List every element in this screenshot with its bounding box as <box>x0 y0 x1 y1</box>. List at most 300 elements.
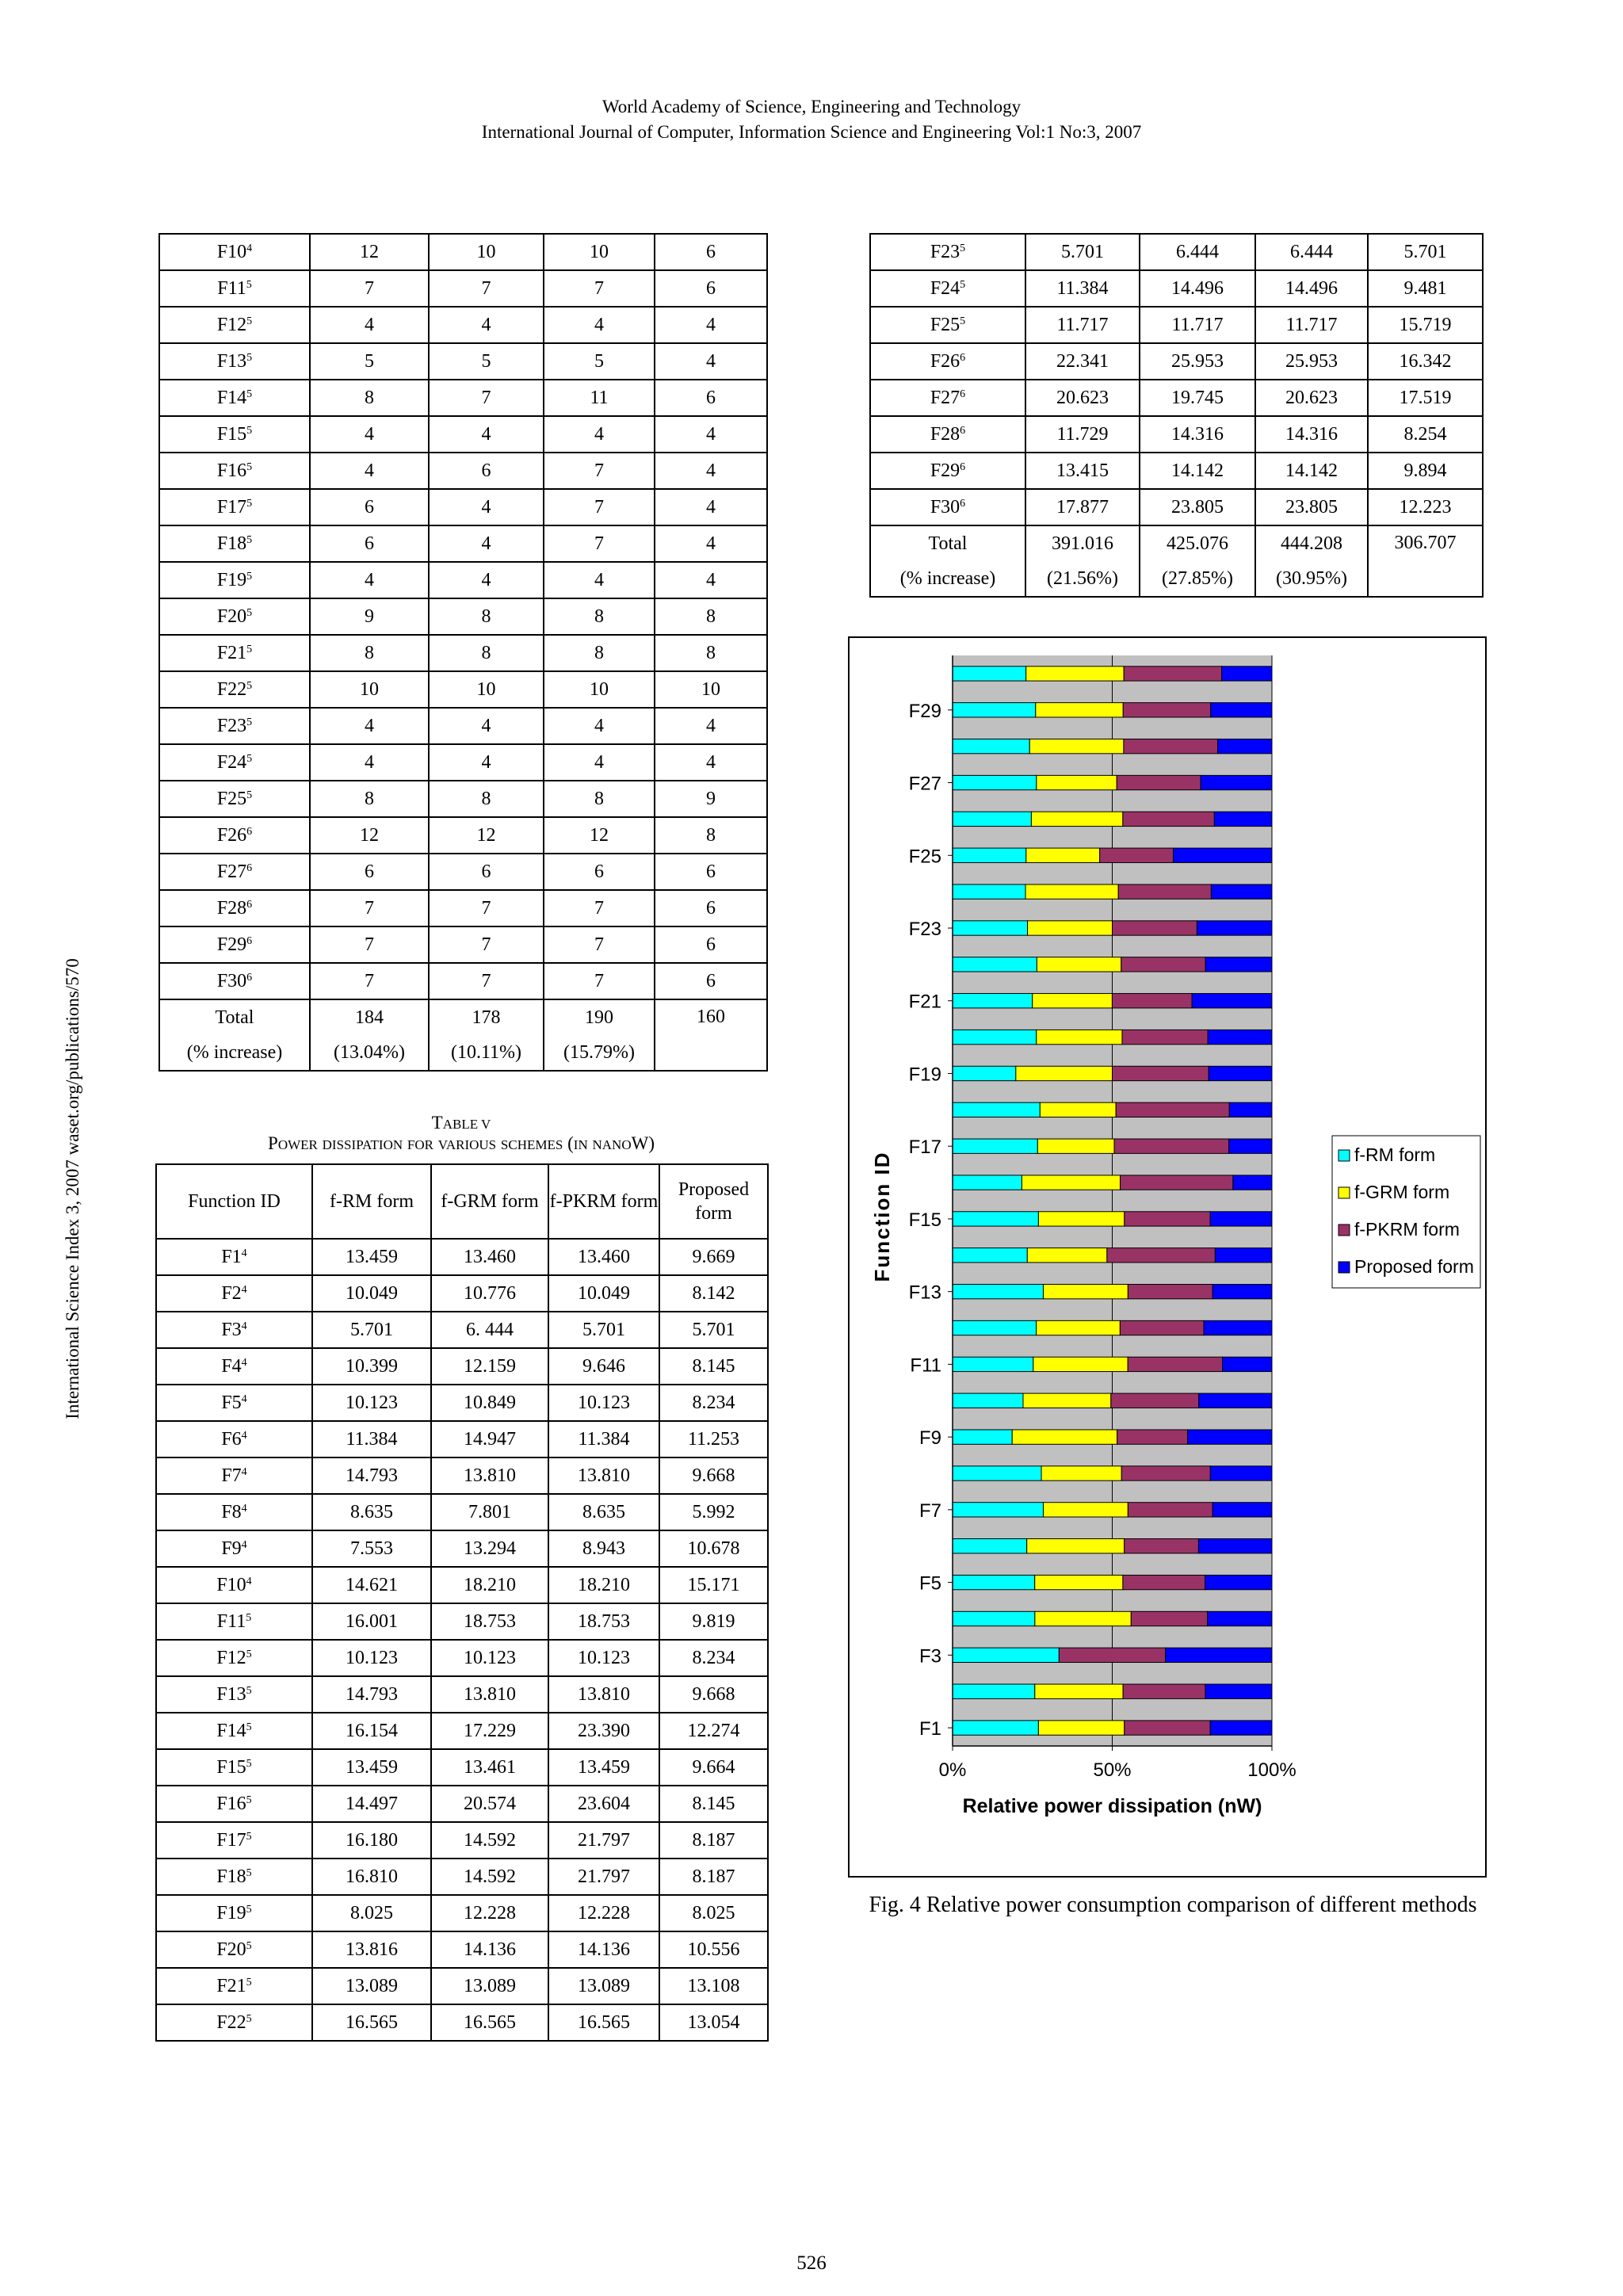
total-value: 178 <box>429 999 544 1035</box>
value-cell: 5.701 <box>1025 234 1140 270</box>
table-row <box>159 963 767 999</box>
function-id-cell: $F10^4$ <box>159 234 310 270</box>
bar-segment <box>1022 1175 1120 1190</box>
table-row <box>159 708 767 744</box>
table-row <box>156 1822 768 1859</box>
bar-segment <box>1215 1248 1272 1263</box>
table-row <box>156 1931 768 1968</box>
increase-value: (15.79%) <box>544 1035 655 1071</box>
value-cell: 10.049 <box>312 1275 431 1312</box>
superscript: 4 <box>241 1320 247 1332</box>
bar-segment <box>1116 1102 1229 1117</box>
value-cell: 7 <box>429 926 544 963</box>
function-id-cell: $F2^4$ <box>156 1275 312 1312</box>
value-cell: 4 <box>544 744 655 781</box>
value-cell: 4 <box>429 307 544 343</box>
function-id-cell: $F30^6$ <box>159 963 310 999</box>
bar-segment <box>1125 1539 1199 1553</box>
bar-segment <box>1112 994 1192 1008</box>
y-tick-label: F11 <box>910 1354 941 1377</box>
value-cell: 10.123 <box>431 1640 548 1676</box>
table-row <box>159 854 767 890</box>
value-cell: 9.664 <box>659 1749 768 1786</box>
y-tick-label: F19 <box>908 1064 941 1086</box>
value-cell: 14.316 <box>1140 416 1255 453</box>
table-row <box>156 1749 768 1786</box>
y-tick-label: F25 <box>908 846 941 868</box>
value-cell: 8 <box>544 598 655 635</box>
bar-segment <box>1128 1357 1222 1371</box>
superscript: 5 <box>246 351 253 364</box>
value-cell: 8.635 <box>312 1494 431 1530</box>
table-power-continued <box>869 233 1484 598</box>
bar-segment <box>953 994 1033 1008</box>
bar-segment <box>1041 1466 1121 1480</box>
value-cell: 17.877 <box>1025 489 1140 525</box>
value-cell: 7 <box>429 270 544 307</box>
value-cell: 9.819 <box>659 1603 768 1640</box>
table-row <box>159 234 767 270</box>
superscript: 6 <box>246 971 253 984</box>
value-cell: 6 <box>655 890 767 926</box>
value-cell: 12 <box>429 817 544 854</box>
value-cell: 13.089 <box>312 1968 431 2004</box>
superscript: 5 <box>246 1866 252 1879</box>
column-header: f-PKRM form <box>548 1164 659 1239</box>
x-tick-label: 50% <box>1093 1759 1132 1781</box>
superscript: 5 <box>246 679 253 692</box>
value-cell: 7.801 <box>431 1494 548 1530</box>
function-id-cell: $F19^5$ <box>156 1895 312 1931</box>
value-cell: 6 <box>429 453 544 489</box>
value-cell: 4 <box>310 708 429 744</box>
bar-segment <box>1012 1430 1117 1444</box>
value-cell: 17.519 <box>1368 380 1483 416</box>
table-row <box>159 635 767 671</box>
bar-segment <box>1059 1648 1165 1662</box>
function-id-cell: $F16^5$ <box>159 453 310 489</box>
table-row <box>159 926 767 963</box>
superscript: 5 <box>246 643 253 655</box>
function-id-cell: $F12^5$ <box>156 1640 312 1676</box>
column-header: Proposed form <box>659 1164 768 1239</box>
table-row <box>870 307 1483 343</box>
value-cell: 20.623 <box>1255 380 1368 416</box>
value-cell: 7 <box>544 453 655 489</box>
value-cell: 8.943 <box>548 1530 659 1567</box>
value-cell: 13.294 <box>431 1530 548 1567</box>
bar-segment <box>953 1393 1023 1408</box>
bar-segment <box>953 1066 1016 1080</box>
value-cell: 6 <box>655 270 767 307</box>
value-cell: 10.123 <box>312 1640 431 1676</box>
total-value: 391.016 <box>1025 525 1140 561</box>
value-cell: 11.253 <box>659 1421 768 1457</box>
value-cell: 17.229 <box>431 1713 548 1749</box>
superscript: 4 <box>241 1502 247 1515</box>
value-cell: 4 <box>429 489 544 525</box>
bar-segment <box>1229 1139 1272 1153</box>
superscript: 5 <box>246 388 253 400</box>
value-cell: 6 <box>310 854 429 890</box>
superscript: 5 <box>246 606 253 619</box>
value-cell: 9 <box>310 598 429 635</box>
value-cell: 15.171 <box>659 1567 768 1603</box>
value-cell: 13.460 <box>548 1239 659 1275</box>
superscript: 5 <box>960 242 966 254</box>
value-cell: 13.810 <box>548 1457 659 1494</box>
function-id-cell: $F17^5$ <box>159 489 310 525</box>
legend-swatch <box>1338 1187 1350 1198</box>
bar-segment <box>1117 1430 1188 1444</box>
value-cell: 4 <box>655 562 767 598</box>
bar-segment <box>1212 1503 1272 1517</box>
superscript: 5 <box>246 1794 252 1806</box>
superscript: 4 <box>241 1356 247 1369</box>
bar-segment <box>953 1539 1027 1553</box>
value-cell: 23.805 <box>1255 489 1368 525</box>
value-cell: 10 <box>544 671 655 708</box>
bar-segment <box>953 1320 1037 1335</box>
value-cell: 5 <box>544 343 655 380</box>
table-row <box>159 525 767 562</box>
value-cell: 6 <box>310 489 429 525</box>
bar-segment <box>1035 1575 1123 1589</box>
value-cell: 6 <box>655 963 767 999</box>
relative-power-chart <box>850 638 1485 1876</box>
function-id-cell: $F25^5$ <box>870 307 1025 343</box>
bar-segment <box>1118 884 1211 899</box>
function-id-cell: $F23^5$ <box>159 708 310 744</box>
page-number: 526 <box>796 2252 827 2274</box>
table-row <box>159 890 767 926</box>
value-cell: 9.669 <box>659 1239 768 1275</box>
bar-segment <box>1037 775 1117 789</box>
bar-segment <box>1208 1611 1272 1626</box>
function-id-cell: $F29^6$ <box>159 926 310 963</box>
y-tick-label: F13 <box>908 1282 941 1304</box>
increase-value: (30.95%) <box>1255 561 1368 597</box>
value-cell: 25.953 <box>1140 343 1255 380</box>
legend-swatch <box>1338 1150 1350 1161</box>
table-row <box>159 489 767 525</box>
value-cell: 4 <box>310 562 429 598</box>
superscript: 5 <box>246 1611 252 1624</box>
value-cell: 8.234 <box>659 1640 768 1676</box>
value-cell: 5.701 <box>548 1312 659 1348</box>
value-cell: 8 <box>655 635 767 671</box>
value-cell: 6 <box>655 926 767 963</box>
superscript: 5 <box>960 315 966 327</box>
table-row <box>159 380 767 416</box>
value-cell: 7.553 <box>312 1530 431 1567</box>
value-cell: 12.228 <box>431 1895 548 1931</box>
table-row <box>159 343 767 380</box>
bar-segment <box>1166 1648 1272 1662</box>
bar-segment <box>953 703 1036 717</box>
table-row <box>156 1603 768 1640</box>
superscript: 4 <box>246 242 253 254</box>
value-cell: 14.136 <box>548 1931 659 1968</box>
table-row <box>870 343 1483 380</box>
bar-segment <box>953 1102 1040 1117</box>
bar-segment <box>953 1175 1022 1190</box>
function-id-cell: $F28^6$ <box>870 416 1025 453</box>
value-cell: 13.459 <box>312 1239 431 1275</box>
value-cell: 7 <box>310 963 429 999</box>
value-cell: 20.623 <box>1025 380 1140 416</box>
bar-segment <box>1026 848 1100 862</box>
bar-segment <box>1043 1503 1128 1517</box>
total-label: Total <box>159 999 310 1035</box>
table-row <box>870 380 1483 416</box>
bar-segment <box>1027 1539 1125 1553</box>
value-cell: 4 <box>655 744 767 781</box>
value-cell: 7 <box>544 270 655 307</box>
bar-segment <box>1114 1139 1229 1153</box>
bar-segment <box>953 1139 1037 1153</box>
value-cell: 4 <box>655 416 767 453</box>
value-cell: 25.953 <box>1255 343 1368 380</box>
value-cell: 4 <box>655 489 767 525</box>
value-cell: 9.668 <box>659 1676 768 1713</box>
function-id-cell: $F14^5$ <box>159 380 310 416</box>
value-cell: 13.089 <box>431 1968 548 2004</box>
value-cell: 7 <box>429 963 544 999</box>
value-cell: 13.415 <box>1025 453 1140 489</box>
y-tick-label: F3 <box>918 1645 941 1668</box>
value-cell: 23.390 <box>548 1713 659 1749</box>
value-cell: 8 <box>655 598 767 635</box>
bar-segment <box>1131 1611 1207 1626</box>
bar-segment <box>1123 1575 1205 1589</box>
total-value: 444.208 <box>1255 525 1368 561</box>
value-cell: 4 <box>655 453 767 489</box>
bar-segment <box>1121 1175 1233 1190</box>
function-id-cell: $F20^5$ <box>159 598 310 635</box>
value-cell: 14.136 <box>431 1931 548 1968</box>
journal-volume: International Journal of Computer, Information Science and Engineering Vol:1 No:3, 2007 <box>481 122 1142 142</box>
value-cell: 12.223 <box>1368 489 1483 525</box>
table-row <box>156 1713 768 1749</box>
table-gate-count-continued <box>158 233 768 1072</box>
function-id-cell: $F27^6$ <box>159 854 310 890</box>
table-row <box>156 1530 768 1567</box>
y-axis-title: Function ID <box>870 1151 894 1282</box>
value-cell: 8 <box>429 598 544 635</box>
value-cell: 13.460 <box>431 1239 548 1275</box>
bar-segment <box>1222 667 1272 681</box>
value-cell: 10.123 <box>548 1640 659 1676</box>
value-cell: 8.187 <box>659 1822 768 1859</box>
value-cell: 13.461 <box>431 1749 548 1786</box>
value-cell: 6 <box>544 854 655 890</box>
bar-segment <box>953 1212 1038 1226</box>
value-cell: 14.142 <box>1140 453 1255 489</box>
value-cell: 4 <box>544 416 655 453</box>
superscript: 5 <box>246 1757 252 1770</box>
value-cell: 4 <box>429 744 544 781</box>
value-cell: 20.574 <box>431 1786 548 1822</box>
value-cell: 14.497 <box>312 1786 431 1822</box>
bar-segment <box>1033 994 1113 1008</box>
function-id-cell: $F25^5$ <box>159 781 310 817</box>
bar-segment <box>1028 921 1113 935</box>
bar-segment <box>1122 1030 1208 1044</box>
journal-name: World Academy of Science, Engineering and Technology <box>601 97 1022 117</box>
value-cell: 11.717 <box>1025 307 1140 343</box>
superscript: 4 <box>241 1283 247 1296</box>
bar-segment <box>1035 1684 1123 1698</box>
value-cell: 10.123 <box>548 1385 659 1421</box>
superscript: 4 <box>241 1247 247 1259</box>
table-row <box>156 1385 768 1421</box>
value-cell: 13.054 <box>659 2004 768 2041</box>
bar-segment <box>1029 739 1124 753</box>
total-label: Total <box>870 525 1025 561</box>
value-cell: 4 <box>310 307 429 343</box>
bar-segment <box>1031 812 1122 826</box>
value-cell: 7 <box>544 890 655 926</box>
bar-segment <box>953 1466 1041 1480</box>
function-id-cell: $F18^5$ <box>159 525 310 562</box>
superscript: 6 <box>246 934 253 947</box>
table-v <box>155 1163 769 2042</box>
function-id-cell: $F21^5$ <box>159 635 310 671</box>
superscript: 6 <box>246 825 253 838</box>
x-axis-title: Relative power dissipation (nW) <box>962 1795 1262 1817</box>
x-tick-label: 100% <box>1247 1759 1296 1781</box>
value-cell: 10.123 <box>312 1385 431 1421</box>
value-cell: 8 <box>655 817 767 854</box>
function-id-cell: $F1^4$ <box>156 1239 312 1275</box>
increase-label: (% increase) <box>870 561 1025 597</box>
table-row <box>156 1640 768 1676</box>
value-cell: 13.108 <box>659 1968 768 2004</box>
value-cell: 8 <box>544 781 655 817</box>
value-cell: 10.399 <box>312 1348 431 1385</box>
bar-segment <box>953 812 1031 826</box>
y-tick-label: F1 <box>918 1718 941 1740</box>
function-id-cell: $F12^5$ <box>159 307 310 343</box>
total-value: 425.076 <box>1140 525 1255 561</box>
value-cell: 16.810 <box>312 1859 431 1895</box>
bar-segment <box>1123 812 1214 826</box>
value-cell: 4 <box>544 562 655 598</box>
value-cell: 12.274 <box>659 1713 768 1749</box>
value-cell: 11 <box>544 380 655 416</box>
bar-segment <box>1121 1466 1210 1480</box>
value-cell: 13.459 <box>548 1749 659 1786</box>
value-cell: 5.701 <box>312 1312 431 1348</box>
value-cell: 8 <box>310 635 429 671</box>
value-cell: 6 <box>310 525 429 562</box>
bar-segment <box>1117 775 1201 789</box>
superscript: 5 <box>246 1939 252 1952</box>
table-v-title-text: ABLE V <box>442 1117 491 1132</box>
x-tick-label: 0% <box>938 1759 967 1781</box>
bar-segment <box>1037 957 1121 972</box>
table-row <box>156 1421 768 1457</box>
table-row <box>156 1786 768 1822</box>
value-cell: 16.342 <box>1368 343 1483 380</box>
bar-segment <box>1113 921 1197 935</box>
value-cell: 12 <box>310 817 429 854</box>
function-id-cell: $F16^5$ <box>156 1786 312 1822</box>
value-cell: 7 <box>429 380 544 416</box>
table-header-row <box>156 1164 768 1239</box>
value-cell: 4 <box>655 525 767 562</box>
superscript: 5 <box>246 1976 252 1988</box>
superscript: 5 <box>246 789 253 801</box>
bar-segment <box>953 667 1026 681</box>
table-row <box>870 270 1483 307</box>
bar-segment <box>1212 1284 1272 1298</box>
value-cell: 15.719 <box>1368 307 1483 343</box>
increase-value: (13.04%) <box>310 1035 429 1071</box>
value-cell: 22.341 <box>1025 343 1140 380</box>
bar-segment <box>953 1357 1033 1371</box>
value-cell: 14.496 <box>1140 270 1255 307</box>
value-cell: 8.254 <box>1368 416 1483 453</box>
superscript: 6 <box>960 351 966 364</box>
value-cell: 7 <box>544 489 655 525</box>
table-row <box>156 1494 768 1530</box>
function-id-cell: $F26^6$ <box>870 343 1025 380</box>
value-cell: 16.154 <box>312 1713 431 1749</box>
value-cell: 9.646 <box>548 1348 659 1385</box>
value-cell: 21.797 <box>548 1822 659 1859</box>
bar-segment <box>1016 1066 1113 1080</box>
table-row <box>156 1567 768 1603</box>
value-cell: 8.635 <box>548 1494 659 1530</box>
superscript: 6 <box>246 898 253 911</box>
table-row <box>159 307 767 343</box>
increase-value: (21.56%) <box>1025 561 1140 597</box>
table-row <box>159 744 767 781</box>
superscript: 4 <box>241 1538 247 1551</box>
value-cell: 14.142 <box>1255 453 1368 489</box>
value-cell: 10 <box>310 671 429 708</box>
value-cell: 16.001 <box>312 1603 431 1640</box>
superscript: 5 <box>246 533 253 546</box>
value-cell: 11.729 <box>1025 416 1140 453</box>
value-cell: 12.228 <box>548 1895 659 1931</box>
function-id-cell: $F11^5$ <box>156 1603 312 1640</box>
value-cell: 6.444 <box>1140 234 1255 270</box>
value-cell: 13.089 <box>548 1968 659 2004</box>
value-cell: 8 <box>310 781 429 817</box>
bar-segment <box>1173 848 1272 862</box>
table-row <box>159 781 767 817</box>
value-cell: 9 <box>655 781 767 817</box>
value-cell: 7 <box>544 963 655 999</box>
figure-4-caption: Fig. 4 Relative power consumption comparison of different methods <box>869 1893 1477 1917</box>
value-cell: 10.049 <box>548 1275 659 1312</box>
bar-segment <box>1128 1284 1212 1298</box>
value-cell: 10.556 <box>659 1931 768 1968</box>
function-id-cell: $F7^4$ <box>156 1457 312 1494</box>
value-cell: 10.678 <box>659 1530 768 1567</box>
column-header: Function ID <box>156 1164 312 1239</box>
bar-segment <box>1113 1066 1209 1080</box>
value-cell: 8 <box>544 635 655 671</box>
bar-segment <box>953 775 1037 789</box>
bar-segment <box>1214 812 1272 826</box>
bar-segment <box>1033 1357 1128 1371</box>
superscript: 6 <box>960 424 966 437</box>
bar-segment <box>953 1430 1012 1444</box>
